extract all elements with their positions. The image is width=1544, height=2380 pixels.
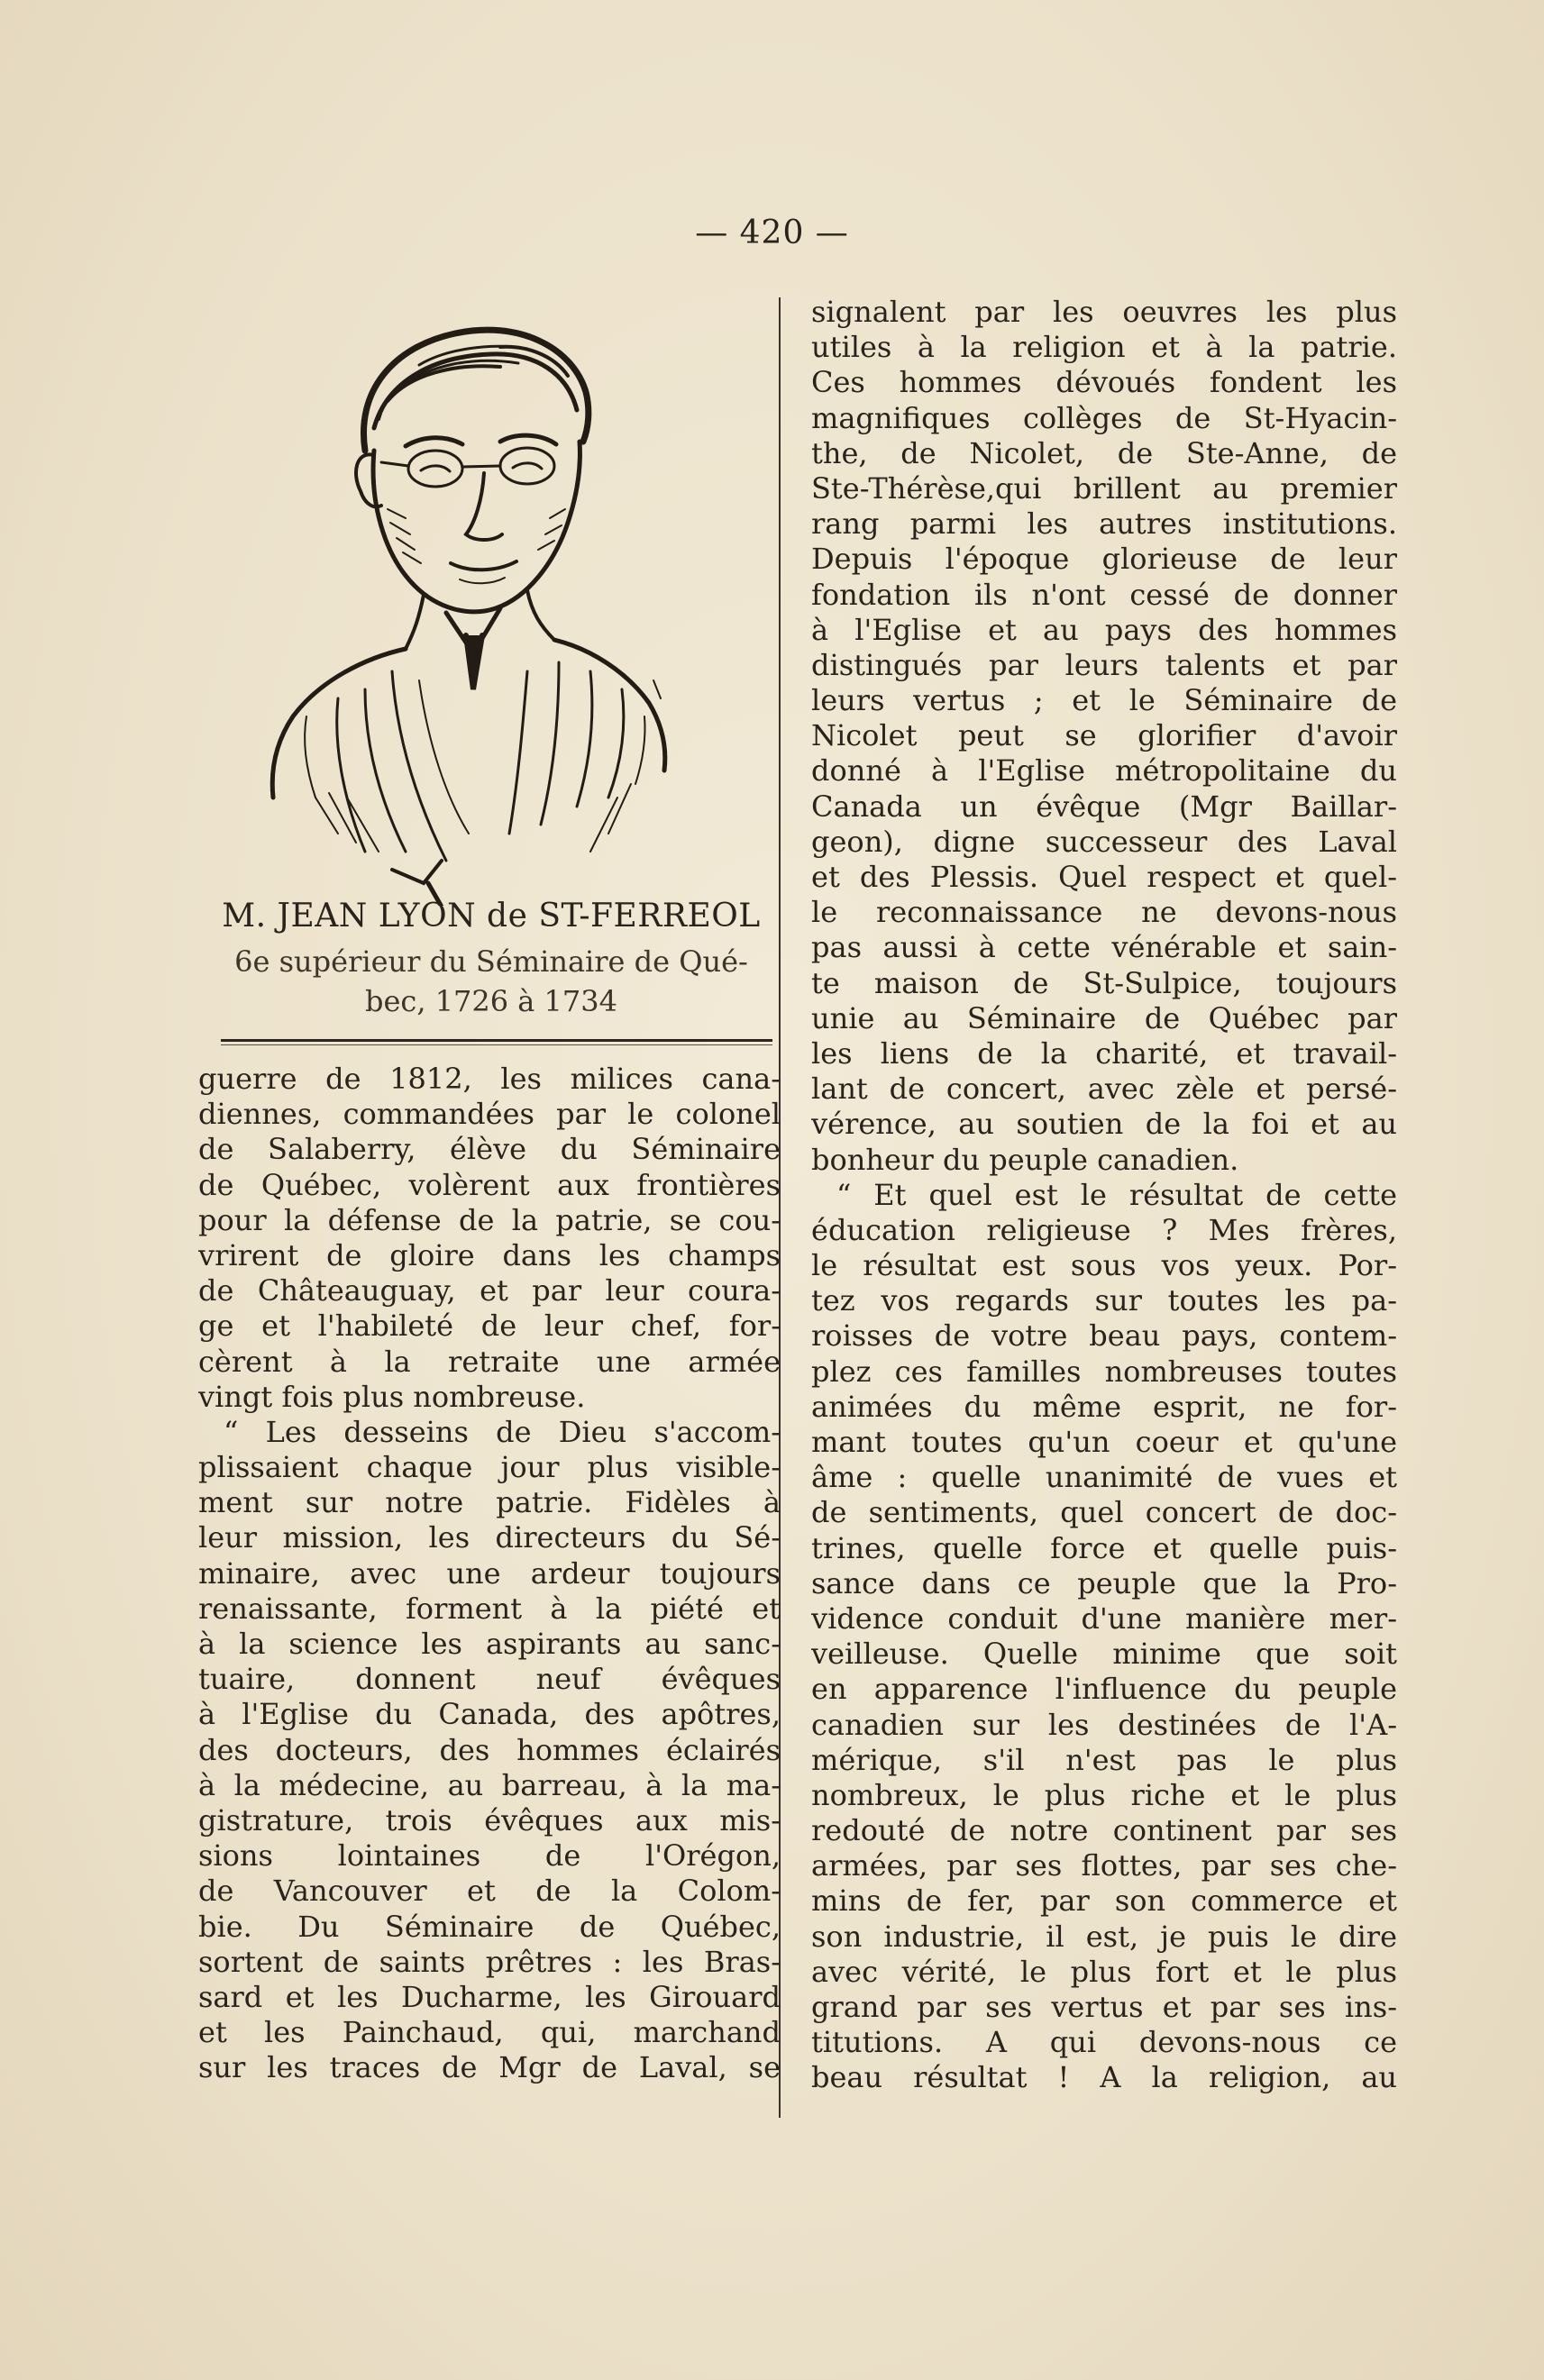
text-line: à l'Eglise et au pays des hommes (811, 612, 1397, 647)
text-line: le résultat est sous vos yeux. Por- (811, 1248, 1397, 1283)
text-line: vrirent de gloire dans les champs (198, 1237, 781, 1272)
portrait-engraving (230, 293, 735, 906)
text-line: roisses de votre beau pays, contem- (811, 1318, 1397, 1354)
text-line: sortent de saints prêtres : les Bras- (198, 1944, 781, 1979)
caption-rule-thin (221, 1044, 772, 1045)
text-line: bie. Du Séminaire de Québec, (198, 1909, 781, 1944)
text-line: vidence conduit d'une manière mer- (811, 1600, 1397, 1636)
text-line: plissaient chaque jour plus visible- (198, 1450, 781, 1485)
text-line: sions lointaines de l'Orégon, (198, 1838, 781, 1874)
text-line: diennes, commandées par le colonel (198, 1097, 781, 1132)
text-line: redouté de notre continent par ses (811, 1813, 1397, 1848)
text-line: des docteurs, des hommes éclairés (198, 1732, 781, 1767)
portrait-caption-line: 6e supérieur du Séminaire de Qué- (234, 944, 748, 979)
text-line: en apparence l'influence du peuple (811, 1672, 1397, 1707)
text-line: animées du même esprit, ne for- (811, 1389, 1397, 1424)
text-line: “ Les desseins de Dieu s'accom- (224, 1414, 781, 1449)
text-line: de sentiments, quel concert de doc- (811, 1495, 1397, 1530)
text-line: âme : quelle unanimité de vues et (811, 1460, 1397, 1495)
text-line: donné à l'Eglise métropolitaine du (811, 753, 1397, 789)
caption-rule (221, 1039, 772, 1042)
text-line: minaire, avec une ardeur toujours (198, 1555, 781, 1591)
text-line: plez ces familles nombreuses toutes (811, 1354, 1397, 1389)
text-line: éducation religieuse ? Mes frères, (811, 1212, 1397, 1247)
text-line: Canada un évêque (Mgr Baillar- (811, 789, 1397, 824)
text-line: leur mission, les directeurs du Sé- (198, 1520, 781, 1555)
text-line: de Québec, volèrent aux frontières (198, 1167, 781, 1202)
text-line: tez vos regards sur toutes les pa- (811, 1283, 1397, 1318)
text-line: geon), digne successeur des Laval (811, 824, 1397, 859)
text-line: tuaire, donnent neuf évêques (198, 1662, 781, 1697)
text-line: titutions. A qui devons-nous ce (811, 2025, 1397, 2060)
text-line: fondation ils n'ont cessé de donner (811, 577, 1397, 612)
text-line: guerre de 1812, les milices cana- (198, 1062, 781, 1096)
text-line: “ Et quel est le résultat de cette (836, 1177, 1397, 1212)
text-line: the, de Nicolet, de Ste-Anne, de (811, 435, 1397, 470)
text-line: signalent par les oeuvres les plus (811, 295, 1397, 329)
text-line: de Vancouver et de la Colom- (198, 1874, 781, 1909)
right-column-text (811, 295, 1397, 2096)
text-line: sance dans ce peuple que la Pro- (811, 1565, 1397, 1600)
text-line: et les Painchaud, qui, marchand (198, 2015, 781, 2050)
page-number: — 420 — (695, 214, 849, 251)
text-line: Ces hommes dévoués fondent les (811, 365, 1397, 400)
text-line: mins de fer, par son commerce et (811, 1883, 1397, 1919)
text-line: le reconnaissance ne devons-nous (811, 895, 1397, 930)
text-line: beau résultat ! A la religion, au (811, 2060, 1397, 2095)
text-line: lant de concert, avec zèle et persé- (811, 1071, 1397, 1107)
text-line: magnifiques collèges de St-Hyacin- (811, 400, 1397, 435)
text-line: avec vérité, le plus fort et le plus (811, 1954, 1397, 1989)
text-line: veilleuse. Quelle minime que soit (811, 1637, 1397, 1672)
text-line: mant toutes qu'un coeur et qu'une (811, 1425, 1397, 1459)
left-column-text (198, 1062, 781, 2085)
portrait-caption-name: M. JEAN LYON de ST-FERREOL (222, 898, 761, 935)
text-line: te maison de St-Sulpice, toujours (811, 965, 1397, 1000)
text-line: nombreux, le plus riche et le plus (811, 1777, 1397, 1812)
text-line: canadien sur les destinées de l'A- (811, 1707, 1397, 1742)
text-line: renaissante, forment à la piété et (198, 1591, 781, 1626)
text-line: armées, par ses flottes, par ses che- (811, 1848, 1397, 1883)
portrait-caption-line: bec, 1726 à 1734 (365, 984, 617, 1018)
text-line: de Châteauguay, et par leur coura- (198, 1273, 781, 1309)
text-line: et des Plessis. Quel respect et quel- (811, 860, 1397, 894)
text-line: distingués par leurs talents et par (811, 647, 1397, 682)
text-line: vingt fois plus nombreuse. (198, 1379, 586, 1414)
text-line: grand par ses vertus et par ses ins- (811, 1990, 1397, 2024)
text-line: unie au Séminaire de Québec par (811, 1000, 1397, 1035)
text-line: rang parmi les autres institutions. (811, 506, 1397, 542)
text-line: sur les traces de Mgr de Laval, se (198, 2050, 781, 2085)
text-line: de Salaberry, élève du Séminaire (198, 1132, 781, 1167)
text-line: mérique, s'il n'est pas le plus (811, 1742, 1397, 1777)
text-line: utiles à la religion et à la patrie. (811, 330, 1397, 365)
text-line: Nicolet peut se glorifier d'avoir (811, 718, 1397, 753)
text-line: gistrature, trois évêques aux mis- (198, 1802, 781, 1837)
text-line: son industrie, il est, je puis le dire (811, 1919, 1397, 1954)
text-line: leurs vertus ; et le Séminaire de (811, 683, 1397, 718)
text-line: ge et l'habileté de leur chef, for- (198, 1309, 781, 1344)
text-line: bonheur du peuple canadien. (811, 1142, 1239, 1177)
text-line: sard et les Ducharme, les Girouard (198, 1979, 781, 2014)
text-line: pour la défense de la patrie, se cou- (198, 1202, 781, 1237)
text-line: trines, quelle force et quelle puis- (811, 1530, 1397, 1565)
text-line: ment sur notre patrie. Fidèles à (198, 1485, 781, 1520)
text-line: à la médecine, au barreau, à la ma- (198, 1767, 781, 1802)
text-line: pas aussi à cette vénérable et sain- (811, 930, 1397, 965)
text-line: vérence, au soutien de la foi et au (811, 1107, 1397, 1142)
text-line: à la science les aspirants au sanc- (198, 1627, 781, 1661)
text-line: Depuis l'époque glorieuse de leur (811, 542, 1397, 577)
text-line: les liens de la charité, et travail- (811, 1035, 1397, 1071)
text-line: à l'Eglise du Canada, des apôtres, (198, 1697, 781, 1732)
text-line: cèrent à la retraite une armée (198, 1344, 781, 1379)
text-line: Ste-Thérèse,qui brillent au premier (811, 470, 1397, 506)
